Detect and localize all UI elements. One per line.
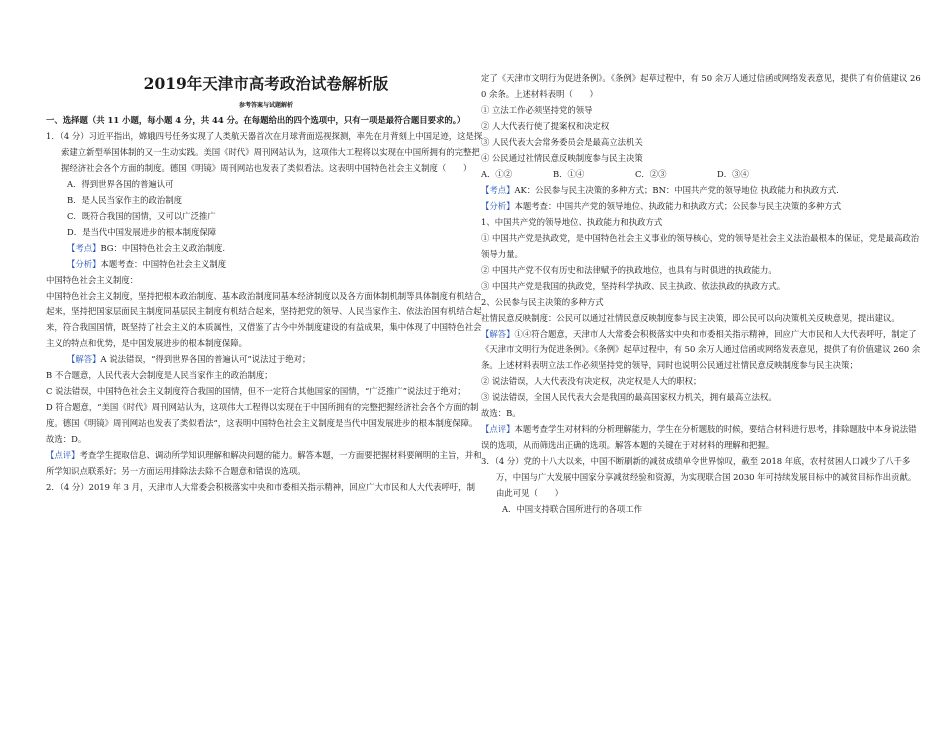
jieda-tag: 【解答】 (67, 354, 101, 365)
right-column (481, 71, 921, 743)
q1-jieda-d: D 符合题意，“美国《时代》周刊网站认为，这项伟大工程得以实现在于中国所拥有的完整把握经济社会各个方面的制度。德国《明镜》周刊网站也发表了类似看法”，这表明中国特色社会主义制度是当代中国发展进步的根本制度保障。 (46, 402, 479, 429)
question-2-stem-part1: 2．（4 分）2019 年 3 月，天津市人大常委会积极落实中央和市委相关指示精神，回应广大市民和人大代表呼吁，制 (46, 482, 475, 493)
question-1-option-d: D．是当代中国发展进步的根本制度保障 (67, 226, 217, 237)
page-title: 2019年天津市高考政治试卷解析版 (143, 74, 389, 93)
q1-answer: 故选：D。 (46, 434, 87, 445)
fenxi-text: 本题考查：中国特色社会主义制度 (100, 258, 227, 269)
q2-answer: 故选：B。 (481, 408, 521, 419)
dianping-text: 考查学生提取信息、调动所学知识理解和解决问题的能力。解答本题，一方面要把握材料要阐明的主旨，并和所学知识点联系好；另一方面运用排除法去除不合题意和错误的选项。 (46, 450, 482, 477)
q1-jieda-b: B 不合题意，人民代表大会制度是人民当家作主的政治制度； (46, 370, 273, 381)
fenxi-text: 本题考查：中国共产党的领导地位、执政能力和执政方式；公民参与民主决策的多种方式 (514, 200, 842, 211)
jieda-1-text: ①④符合题意，天津市人大常委会积极落实中央和市委相关指示精神，回应广大市民和人大代表呼吁，制定了《天津市文明行为促进条例》。《条例》起草过程中，有 50 余万人通过信函或网络发表意见，提供了有价值建议 260 余条。上述材料表明立法工作必须坚持党的领导，同时也说明公民通过社情民意反映制度参与民主决策； (481, 328, 921, 371)
q1-kaodian (46, 241, 486, 257)
question-1-option-b: B．是人民当家作主的政治制度 (67, 194, 183, 205)
kaodian-text: AK：公民参与民主决策的多种方式；BN：中国共产党的领导地位 执政能力和执政方式. (514, 184, 839, 195)
q1-fenxi (46, 257, 486, 273)
question-3-option-a: A．中国支持联合国所进行的各项工作 (502, 504, 643, 515)
fenxi-tag: 【分析】 (67, 258, 101, 269)
q2-fenxi-1b: ② 中国共产党不仅有历史和法律赋予的执政地位，也具有与时俱进的执政能力。 (481, 264, 777, 275)
left-column (46, 72, 486, 744)
question-1-option-c: C．既符合我国的国情，又可以广泛推广 (67, 210, 216, 221)
dianping-text: 本题考查学生对材料的分析理解能力，学生在分析题肢的时候，要结合材料进行思考，排除题肢中本身说法错误的选项，从而筛选出正确的选项。解答本题的关键在于对材料的理解和把握。 (481, 424, 917, 451)
q2-dianping (481, 422, 921, 454)
question-2-stem-part2: 定了《天津市文明行为促进条例》。《条例》起草过程中，有 50 余万人通过信函或网络发表意见，提供了有价值建议 260 余条。上述材料表明（ ） (481, 73, 921, 99)
q2-item-4: ④ 公民通过社情民意反映制度参与民主决策 (481, 152, 643, 163)
question-1-stem: 1．（4 分）习近平指出，嫦娥四号任务实现了人类航天器首次在月球背面巡视探测，率先在月背刻上中国足迹，这是探索建立新型举国体制的又一生动实践。美国《时代》周刊网站认为，这项伟大工程将以实现在中国所拥有的完整把握经济社会各个方面的制度。德国《明镜》周刊网站也发表了类似看法。这表明中国特色社会主义制度（ ） (46, 130, 483, 173)
q2-fenxi-1: 1、中国共产党的领导地位、执政能力和执政方式 (481, 216, 663, 227)
q1-jieda-c: C 说法错误，中国特色社会主义制度符合我国的国情，但不一定符合其他国家的国情，“广泛推广”说法过于绝对； (46, 386, 466, 397)
q1-jieda-a (46, 352, 486, 368)
page-subtitle: 参考答案与试题解析 (238, 102, 293, 110)
jieda-tag: 【解答】 (481, 328, 515, 339)
q2-fenxi (481, 199, 921, 215)
fenxi-tag: 【分析】 (481, 200, 515, 211)
q2-option-c: C．②③ (635, 168, 667, 179)
kaodian-text: BG：中国特色社会主义政治制度. (100, 242, 226, 253)
q2-item-3: ③ 人民代表大会常务委员会是最高立法机关 (481, 136, 643, 147)
question-3-stem: 3．（4 分）党的十八大以来，中国不断刷新的减贫成绩单令世界惊叹，截至 2018 年底，农村贫困人口减少了八千多万，中国与广大发展中国家分享减贫经验和资源，为实现联合国 2030 年可持续发展目标中的减贫目标作出贡献。由此可见（ ） (481, 456, 917, 499)
q1-fenxi-body: 中国特色社会主义制度，坚持把根本政治制度、基本政治制度同基本经济制度以及各方面体制机制等具体制度有机结合起来，坚持把国家层面民主制度同基层民主制度有机结合起来，坚持把党的领导、人民当家作主、依法治国有机结合起来，符合我国国情，既坚持了社会主义的本质属性，又借鉴了古今中外制度建设的有益成果，集中体现了中国特色社会主义的特点和优势，是中国发展进步的根本制度保障。 (46, 290, 482, 349)
q2-jieda-1 (481, 327, 921, 375)
q2-option-a: A．①② (481, 168, 513, 179)
q2-fenxi-1c: ③ 中国共产党是我国的执政党，坚持科学执政、民主执政、依法执政的执政方式。 (481, 280, 786, 291)
q2-options-row (481, 167, 921, 183)
kaodian-tag: 【考点】 (481, 184, 515, 195)
q2-option-d: D．③④ (717, 168, 749, 179)
q2-jieda-2: ② 说法错误，人大代表没有决定权，决定权是人大的职权； (481, 376, 702, 387)
q2-fenxi-2: 2、公民参与民主决策的多种方式 (481, 296, 604, 307)
dianping-tag: 【点评】 (481, 424, 515, 435)
q1-fenxi-sub: 中国特色社会主义制度： (46, 274, 139, 285)
q2-option-b: B．①④ (553, 168, 585, 179)
section-heading: 一、选择题（共 11 小题，每小题 4 分，共 44 分。在每题给出的四个选项中，只有一项是最符合题目要求的。） (46, 114, 466, 125)
jieda-a-text: A 说法错误，“得到世界各国的普遍认可”说法过于绝对； (100, 354, 311, 365)
kaodian-tag: 【考点】 (67, 242, 101, 253)
dianping-tag: 【点评】 (46, 450, 80, 461)
q2-fenxi-2a: 社情民意反映制度：公民可以通过社情民意反映制度参与民主决策，即公民可以向决策机关反映意见，提出建议。 (481, 312, 900, 323)
question-1-option-a: A．得到世界各国的普遍认可 (67, 178, 174, 189)
q1-dianping (46, 448, 486, 480)
q2-jieda-3: ③ 说法错误，全国人民代表大会是我国的最高国家权力机关，拥有最高立法权。 (481, 392, 777, 403)
q2-fenxi-1a: ① 中国共产党是执政党，是中国特色社会主义事业的领导核心，党的领导是社会主义法治最根本的保证，党是最高政治领导力量。 (481, 232, 920, 259)
q2-kaodian (481, 183, 921, 199)
q2-item-1: ① 立法工作必须坚持党的领导 (481, 104, 593, 115)
q2-item-2: ② 人大代表行使了提案权和决定权 (481, 120, 610, 131)
